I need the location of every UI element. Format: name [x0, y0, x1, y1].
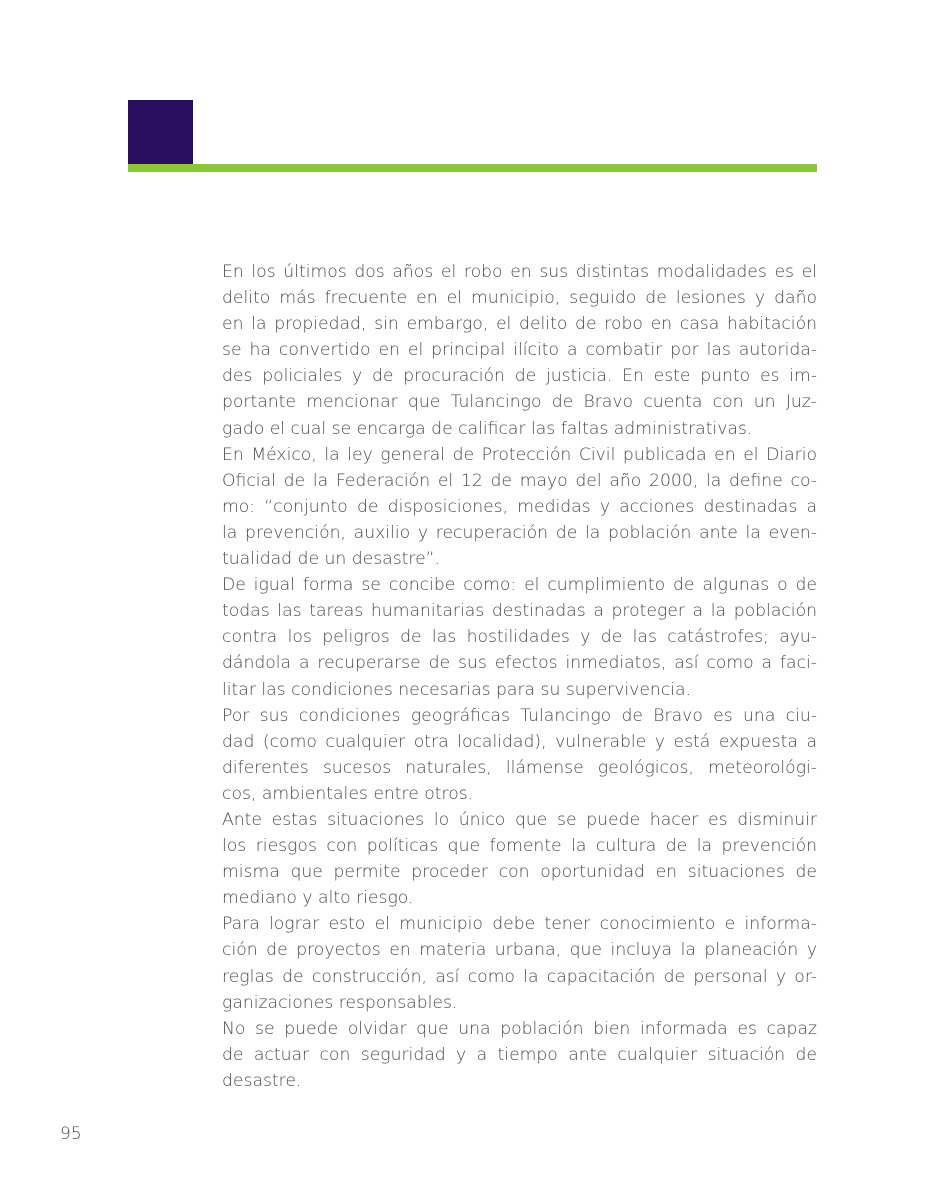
body-text-line: mo: “conjunto de disposiciones, medidas y acciones destinadas a	[222, 496, 817, 517]
body-text-line: todas las tareas humanitarias destinadas a proteger a la población	[222, 601, 817, 622]
body-text-line: litar las condiciones necesarias para su supervivencia.	[222, 679, 692, 700]
header-accent-bar	[128, 164, 817, 172]
body-text-line: en la propiedad, sin embargo, el delito de robo en casa habitación	[222, 314, 817, 335]
body-text-line: En los últimos dos años el robo en sus distintas modalidades es el	[222, 262, 817, 282]
body-text-line: los riesgos con políticas que fomente la cultura de la prevención	[222, 836, 817, 857]
body-text-line: tualidad de un desastre”.	[222, 549, 441, 570]
body-text	[222, 259, 817, 1094]
body-text-line: reglas de construcción, así como la capacitación de personal y or-	[222, 966, 817, 987]
body-text-line: dad (como cualquier otra localidad), vulnerable y está expuesta a	[222, 731, 817, 752]
body-text-line: dándola a recuperarse de sus efectos inmediatos, así como a faci-	[222, 653, 817, 674]
body-text-line: Para lograr esto el municipio debe tener conocimiento e informa-	[222, 914, 817, 935]
body-text-line: Por sus condiciones geográficas Tulancingo de Bravo es una ciu-	[222, 705, 817, 726]
body-text-line: misma que permite proceder con oportunidad en situaciones de	[222, 862, 817, 883]
body-text-line: de actuar con seguridad y a tiempo ante cualquier situación de	[222, 1044, 817, 1065]
body-text-line: la prevención, auxilio y recuperación de la población ante la even-	[222, 522, 817, 543]
body-text-line: delito más frecuente en el municipio, seguido de lesiones y daño	[222, 288, 817, 309]
body-text-line: se ha convertido en el principal ilícito a combatir por las autorida-	[222, 340, 817, 361]
body-text-line: Oficial de la Federación el 12 de mayo del año 2000, la define co-	[222, 470, 817, 491]
header-accent-square	[128, 100, 193, 164]
body-text-line: No se puede olvidar que una población bien informada es capaz	[222, 1018, 817, 1039]
body-text-line: contra los peligros de las hostilidades y de las catástrofes; ayu-	[222, 627, 817, 648]
body-text-line: portante mencionar que Tulancingo de Bravo cuenta con un Juz-	[222, 392, 817, 413]
body-text-line: des policiales y de procuración de justicia. En este punto es im-	[222, 366, 817, 387]
body-text-line: Ante estas situaciones lo único que se puede hacer es disminuir	[222, 809, 817, 830]
body-text-line: mediano y alto riesgo.	[222, 888, 414, 909]
body-text-line: desastre.	[222, 1070, 302, 1091]
body-text-line: diferentes sucesos naturales, llámense geológicos, meteorológi-	[222, 757, 817, 778]
body-text-line: cos, ambientales entre otros.	[222, 783, 474, 804]
body-text-line: ción de proyectos en materia urbana, que incluya la planeación y	[222, 940, 817, 961]
body-text-line: En México, la ley general de Protección Civil publicada en el Diario	[222, 444, 817, 465]
page-number: 95	[60, 1124, 82, 1144]
body-text-line: ganizaciones responsables.	[222, 992, 458, 1013]
body-text-line: gado el cual se encarga de calificar las faltas administrativas.	[222, 418, 753, 439]
body-text-line: De igual forma se concibe como: el cumplimiento de algunas o de	[222, 575, 817, 596]
